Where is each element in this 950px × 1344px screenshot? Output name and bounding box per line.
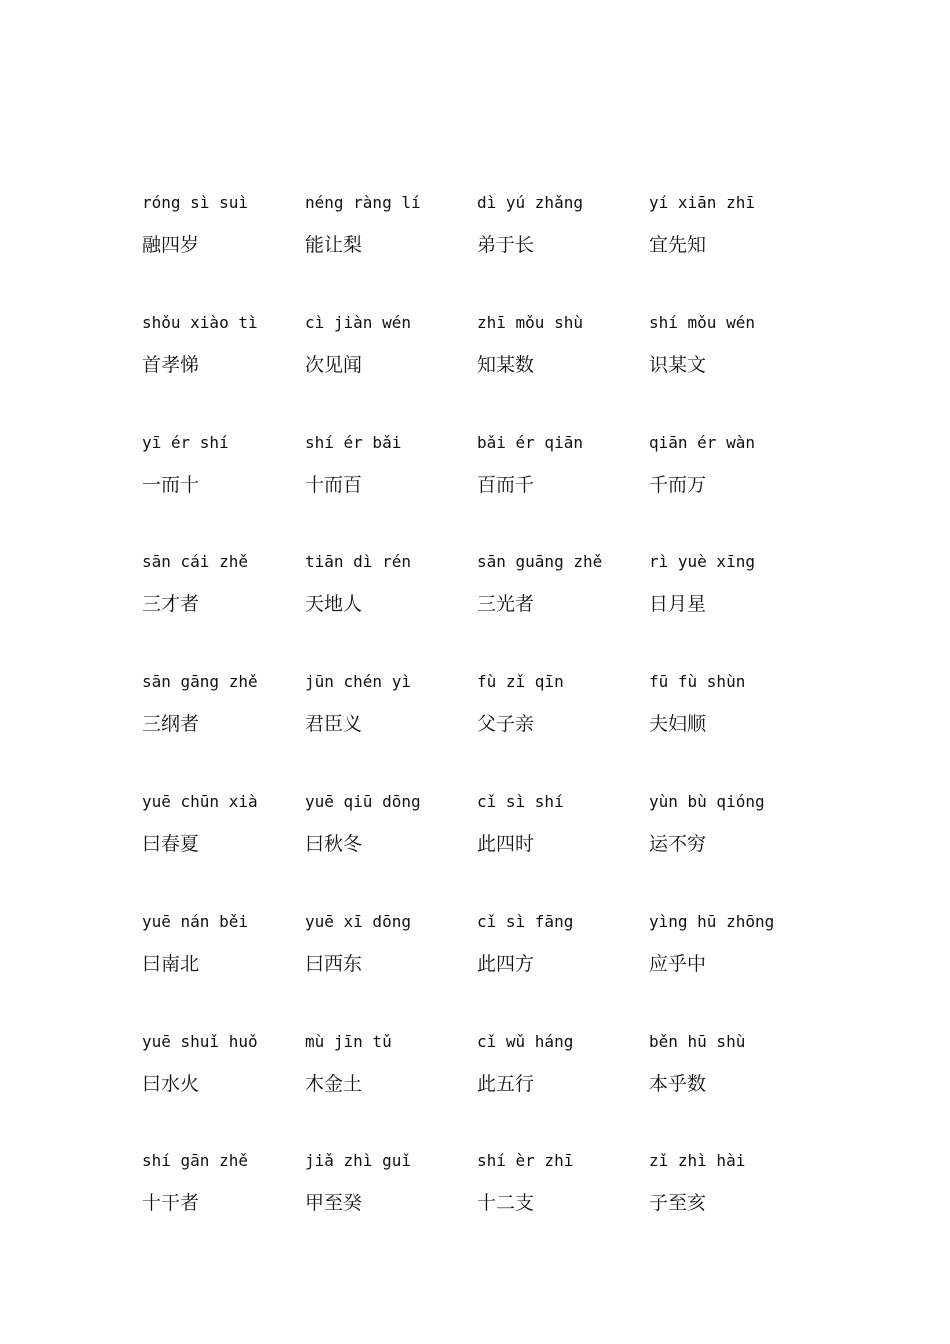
hanzi-text: 曰西东 bbox=[305, 952, 363, 975]
verse-cell bbox=[142, 791, 312, 856]
verse-cell bbox=[477, 551, 647, 616]
pinyin-text: zǐ zhì hài bbox=[649, 1151, 746, 1171]
verse-row bbox=[0, 1150, 950, 1270]
verse-cell bbox=[305, 1150, 475, 1215]
pinyin-text: yùn bù qióng bbox=[649, 791, 765, 811]
verse-cell bbox=[142, 1031, 312, 1096]
pinyin-text: róng sì suì bbox=[142, 193, 248, 212]
hanzi-text: 曰秋冬 bbox=[305, 832, 363, 855]
pinyin-text: yī ér shí bbox=[142, 432, 229, 452]
verse-cell bbox=[649, 791, 819, 856]
pinyin-text: shǒu xiào tì bbox=[142, 312, 258, 332]
verse-cell bbox=[649, 551, 819, 616]
pinyin-text: néng ràng lí bbox=[305, 193, 421, 212]
verse-cell bbox=[305, 312, 475, 377]
hanzi-text: 此四方 bbox=[477, 952, 535, 975]
hanzi-text: 十干者 bbox=[142, 1192, 200, 1215]
hanzi-text: 三纲者 bbox=[142, 713, 200, 736]
hanzi-text: 日月星 bbox=[649, 593, 707, 616]
verse-cell bbox=[305, 791, 475, 856]
pinyin-text: dì yú zhǎng bbox=[477, 193, 583, 212]
verse-cell bbox=[477, 671, 647, 736]
hanzi-text: 十而百 bbox=[305, 473, 363, 496]
verse-cell bbox=[305, 192, 475, 257]
verse-cell bbox=[142, 1150, 312, 1215]
verse-cell bbox=[142, 551, 312, 616]
hanzi-text: 本乎数 bbox=[649, 1072, 707, 1095]
pinyin-text: yìng hū zhōng bbox=[649, 911, 775, 931]
hanzi-text: 天地人 bbox=[305, 593, 363, 616]
hanzi-text: 运不穷 bbox=[649, 832, 707, 855]
verse-cell bbox=[649, 911, 819, 976]
verse-cell bbox=[305, 551, 475, 616]
pinyin-text: bǎi ér qiān bbox=[477, 432, 583, 452]
pinyin-text: fù zǐ qīn bbox=[477, 672, 564, 692]
verse-cell bbox=[477, 432, 647, 497]
hanzi-text: 曰春夏 bbox=[142, 832, 200, 855]
verse-cell bbox=[477, 192, 647, 257]
hanzi-text: 夫妇顺 bbox=[649, 713, 707, 736]
pinyin-text: cǐ wǔ háng bbox=[477, 1031, 574, 1051]
hanzi-text: 木金土 bbox=[305, 1072, 363, 1095]
verse-row bbox=[0, 1031, 950, 1151]
verse-cell bbox=[305, 432, 475, 497]
verse-cell bbox=[142, 671, 312, 736]
verse-cell bbox=[142, 192, 312, 257]
verse-cell bbox=[305, 1031, 475, 1096]
pinyin-text: sān gāng zhě bbox=[142, 672, 258, 692]
verse-row bbox=[0, 192, 950, 312]
hanzi-text: 此五行 bbox=[477, 1072, 535, 1095]
hanzi-text: 甲至癸 bbox=[305, 1192, 363, 1215]
pinyin-text: sān cái zhě bbox=[142, 552, 248, 572]
verse-cell bbox=[477, 1150, 647, 1215]
verse-cell bbox=[477, 911, 647, 976]
pinyin-text: rì yuè xīng bbox=[649, 552, 755, 572]
hanzi-text: 一而十 bbox=[142, 473, 200, 496]
pinyin-text: jūn chén yì bbox=[305, 672, 411, 692]
verse-cell bbox=[305, 671, 475, 736]
verse-cell bbox=[477, 791, 647, 856]
pinyin-text: yí xiān zhī bbox=[649, 193, 755, 212]
pinyin-text: yuē chūn xià bbox=[142, 791, 258, 811]
pinyin-text: cì jiàn wén bbox=[305, 312, 411, 332]
pinyin-text: shí èr zhī bbox=[477, 1151, 574, 1171]
hanzi-text: 曰南北 bbox=[142, 952, 200, 975]
verse-cell bbox=[305, 911, 475, 976]
hanzi-text: 知某数 bbox=[477, 353, 535, 376]
verse-row bbox=[0, 432, 950, 552]
hanzi-text: 父子亲 bbox=[477, 713, 535, 736]
pinyin-text: fū fù shùn bbox=[649, 672, 746, 692]
hanzi-text: 能让梨 bbox=[305, 234, 363, 256]
verse-row bbox=[0, 911, 950, 1031]
pinyin-text: yuē xī dōng bbox=[305, 911, 411, 931]
verse-cell bbox=[649, 432, 819, 497]
verse-cell bbox=[477, 312, 647, 377]
hanzi-text: 宜先知 bbox=[649, 234, 707, 256]
hanzi-text: 三才者 bbox=[142, 593, 200, 616]
verse-grid bbox=[0, 192, 950, 1270]
hanzi-text: 君臣义 bbox=[305, 713, 363, 736]
verse-cell bbox=[649, 1150, 819, 1215]
pinyin-text: sān guāng zhě bbox=[477, 552, 603, 572]
hanzi-text: 弟于长 bbox=[477, 234, 535, 256]
verse-row bbox=[0, 671, 950, 791]
hanzi-text: 千而万 bbox=[649, 473, 707, 496]
pinyin-text: yuē nán běi bbox=[142, 911, 248, 931]
verse-cell bbox=[477, 1031, 647, 1096]
verse-cell bbox=[142, 911, 312, 976]
pinyin-text: shí ér bǎi bbox=[305, 432, 402, 452]
hanzi-text: 此四时 bbox=[477, 832, 535, 855]
pinyin-text: cǐ sì fāng bbox=[477, 911, 574, 931]
verse-row bbox=[0, 551, 950, 671]
hanzi-text: 首孝悌 bbox=[142, 353, 200, 376]
verse-cell bbox=[142, 312, 312, 377]
hanzi-text: 三光者 bbox=[477, 593, 535, 616]
hanzi-text: 应乎中 bbox=[649, 952, 707, 975]
verse-cell bbox=[649, 671, 819, 736]
hanzi-text: 曰水火 bbox=[142, 1072, 200, 1095]
verse-cell bbox=[142, 432, 312, 497]
pinyin-text: cǐ sì shí bbox=[477, 791, 564, 811]
pinyin-text: běn hū shù bbox=[649, 1031, 746, 1051]
pinyin-text: mù jīn tǔ bbox=[305, 1031, 392, 1051]
pinyin-text: qiān ér wàn bbox=[649, 432, 755, 452]
verse-row bbox=[0, 791, 950, 911]
pinyin-text: yuē shuǐ huǒ bbox=[142, 1031, 258, 1051]
hanzi-text: 子至亥 bbox=[649, 1192, 707, 1215]
verse-cell bbox=[649, 192, 819, 257]
hanzi-text: 识某文 bbox=[649, 353, 707, 376]
pinyin-text: tiān dì rén bbox=[305, 552, 411, 572]
verse-cell bbox=[649, 1031, 819, 1096]
pinyin-text: yuē qiū dōng bbox=[305, 791, 421, 811]
pinyin-text: shí mǒu wén bbox=[649, 312, 755, 332]
verse-cell bbox=[649, 312, 819, 377]
hanzi-text: 融四岁 bbox=[142, 234, 200, 256]
pinyin-text: jiǎ zhì guǐ bbox=[305, 1151, 411, 1171]
hanzi-text: 十二支 bbox=[477, 1192, 535, 1215]
hanzi-text: 次见闻 bbox=[305, 353, 363, 376]
pinyin-text: shí gān zhě bbox=[142, 1151, 248, 1171]
hanzi-text: 百而千 bbox=[477, 473, 535, 496]
verse-row bbox=[0, 312, 950, 432]
pinyin-text: zhī mǒu shù bbox=[477, 312, 583, 332]
